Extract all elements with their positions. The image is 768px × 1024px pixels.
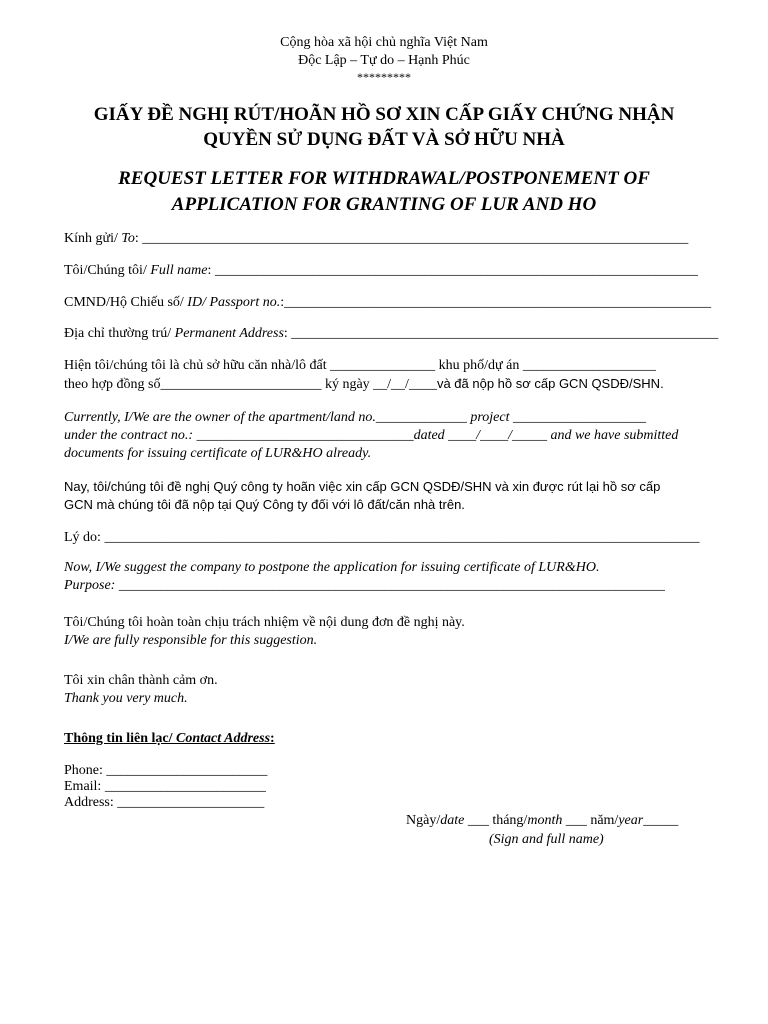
title-vi-line1: GIẤY ĐỀ NGHỊ RÚT/HOÃN HỒ SƠ XIN CẤP GIẤY CHỨNG NHẬN bbox=[93, 104, 675, 125]
month-label-en: month bbox=[527, 813, 563, 828]
owner-en-line2[interactable]: under the contract no.: _______________________________dated ____/____/_____ and we have submitted bbox=[64, 428, 679, 443]
date-label-en: date bbox=[440, 813, 465, 828]
country-name: Cộng hòa xã hội chủ nghĩa Việt Nam bbox=[280, 35, 488, 50]
owner-vi-submitted: và đã nộp hồ sơ cấp GCN QSDĐ/SHN. bbox=[436, 376, 664, 391]
year-label-en: year bbox=[618, 813, 644, 828]
name-label-en: Full name bbox=[150, 263, 208, 278]
month-blank: ___ năm/ bbox=[562, 813, 619, 828]
title-vi-line2: QUYỀN SỬ DỤNG ĐẤT VÀ SỞ HỮU NHÀ bbox=[203, 129, 565, 150]
phone-field[interactable]: Phone: _______________________ bbox=[64, 763, 268, 778]
date-label-vi: Ngày/ bbox=[406, 813, 441, 828]
addr-blank: : _____________________________________________________________ bbox=[283, 326, 719, 341]
to-label-en: To bbox=[121, 231, 135, 246]
request-vi-line1: Nay, tôi/chúng tôi đề nghị Quý công ty hoãn việc xin cấp GCN QSDĐ/SHN và xin được rút lại hồ sơ cấp bbox=[64, 479, 661, 494]
id-label-vi: CMND/Hộ Chiếu số/ bbox=[64, 295, 188, 310]
address-field[interactable]: Address: _____________________ bbox=[64, 795, 265, 810]
to-label-vi: Kính gửi/ bbox=[64, 231, 122, 246]
contact-heading-colon: : bbox=[270, 731, 275, 746]
name-label-vi: Tôi/Chúng tôi/ bbox=[64, 263, 151, 278]
to-field[interactable] bbox=[64, 231, 688, 247]
national-motto: Độc Lập – Tự do – Hạnh Phúc bbox=[298, 53, 470, 68]
full-name-field[interactable] bbox=[64, 263, 698, 279]
date-blank: ___ tháng/ bbox=[464, 813, 528, 828]
email-field[interactable]: Email: _______________________ bbox=[64, 779, 266, 794]
reason-field[interactable]: Lý do: _____________________________________________________________________________________ bbox=[64, 530, 700, 545]
owner-en-line3: documents for issuing certificate of LUR&HO already. bbox=[64, 446, 372, 461]
thanks-vi: Tôi xin chân thành cảm ơn. bbox=[64, 673, 218, 688]
request-en-line1: Now, I/We suggest the company to postpone the application for issuing certificate of LUR&HO. bbox=[64, 560, 600, 575]
request-vi-line2: GCN mà chúng tôi đã nộp tại Quý Công ty đối với lô đất/căn nhà trên. bbox=[64, 497, 465, 512]
title-en-line2: APPLICATION FOR GRANTING OF LUR AND HO bbox=[171, 194, 597, 215]
addr-label-en: Permanent Address bbox=[174, 326, 284, 341]
responsible-vi: Tôi/Chúng tôi hoàn toàn chịu trách nhiệm về nội dung đơn đề nghị này. bbox=[64, 615, 465, 630]
purpose-label: Purpose: bbox=[64, 578, 116, 593]
permanent-address-field[interactable] bbox=[64, 326, 718, 342]
contact-heading-vi: Thông tin liên lạc/ bbox=[64, 731, 177, 746]
name-blank: : _____________________________________________________________________ bbox=[207, 263, 698, 278]
owner-en-line1[interactable]: Currently, I/We are the owner of the apartment/land no._____________ project ___________________ bbox=[64, 410, 646, 425]
header-stars: ********* bbox=[357, 70, 411, 84]
addr-label-vi: Địa chỉ thường trú/ bbox=[64, 326, 175, 341]
sign-and-full-name: (Sign and full name) bbox=[489, 832, 604, 847]
to-blank: : ______________________________________________________________________________ bbox=[134, 231, 689, 246]
year-blank: _____ bbox=[643, 813, 679, 828]
title-en-line1: REQUEST LETTER FOR WITHDRAWAL/POSTPONEMENT OF bbox=[118, 168, 650, 189]
owner-vi-line2[interactable] bbox=[64, 376, 664, 393]
purpose-field[interactable] bbox=[64, 578, 665, 594]
responsible-en: I/We are fully responsible for this suggestion. bbox=[64, 633, 318, 648]
date-line[interactable] bbox=[406, 813, 678, 829]
owner-vi-contract: theo hợp đồng số_______________________ ký ngày __/__/____ bbox=[64, 377, 437, 392]
id-passport-field[interactable] bbox=[64, 295, 711, 311]
id-label-en: ID/ Passport no. bbox=[187, 295, 281, 310]
thanks-en: Thank you very much. bbox=[64, 691, 188, 706]
owner-vi-line1[interactable]: Hiện tôi/chúng tôi là chủ sở hữu căn nhà/lô đất _______________ khu phố/dự án ___________________ bbox=[64, 358, 656, 373]
contact-heading bbox=[64, 731, 275, 747]
contact-heading-en: Contact Address bbox=[176, 731, 271, 746]
id-blank: :_____________________________________________________________ bbox=[280, 295, 712, 310]
purpose-blank: ______________________________________________________________________________ bbox=[115, 578, 665, 593]
